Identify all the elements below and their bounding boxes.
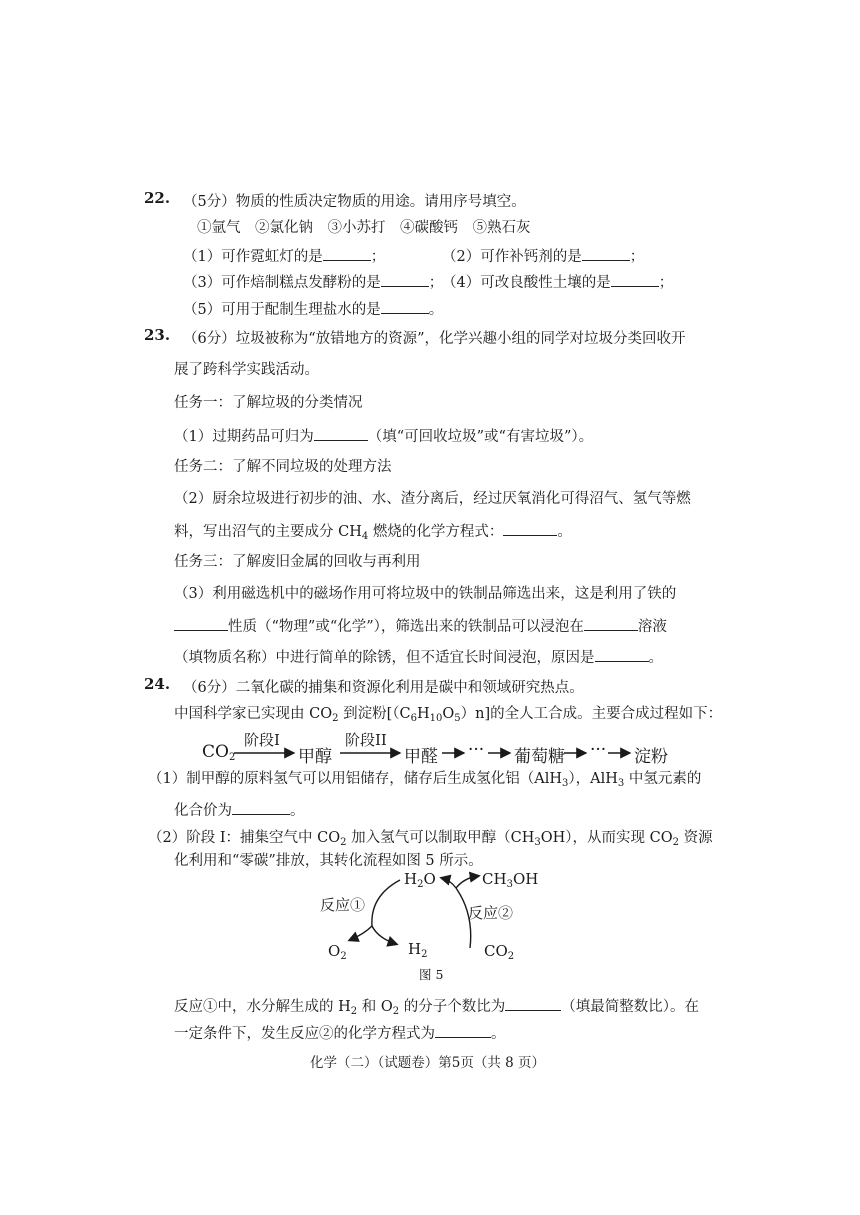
question-24-part-1-line-1: （1）制甲醇的原料氢气可以用铝储存，储存后生成氢化铝（AlH$_3$），AlH$_3$ 中氢元素的 xyxy=(148,771,702,789)
question-23-task-3: 任务三：了解废旧金属的回收与再利用 xyxy=(174,554,421,570)
question-24-part-3-line-1: 反应①中，水分解生成的 $H_2$ 和 $O_2$ 的分子个数比为 （填最简整数比）。在 xyxy=(174,996,699,1016)
diagram-co2: $CO_2$ xyxy=(484,942,515,962)
flow-starch: 淀粉 xyxy=(634,747,668,767)
answer-blank[interactable] xyxy=(611,272,659,287)
reaction-1-arc xyxy=(372,880,400,926)
answer-blank[interactable] xyxy=(435,1023,491,1038)
question-24-part-3-line-2: 一定条件下，发生反应②的化学方程式为 。 xyxy=(174,1023,506,1043)
diagram-reaction-2-label: 反应② xyxy=(468,904,514,922)
diagram-o2: $O_2$ xyxy=(328,942,347,962)
question-23-part-3-line-3: （填物质名称）中进行简单的除锈，但不适宜长时间浸泡，原因是 。 xyxy=(174,647,663,667)
question-23-part-3-line-1: （3）利用磁选机中的磁场作用可将垃圾中的铁制品筛选出来，这是利用了铁的 xyxy=(174,586,677,602)
flow-formaldehyde: 甲醛 xyxy=(404,747,438,767)
flow-glucose: 葡萄糖 xyxy=(514,747,565,767)
flow-methanol: 甲醇 xyxy=(298,747,332,767)
question-22-stem: （5分）物质的性质决定物质的用途。请用序号填空。 xyxy=(183,194,526,210)
diagram-ch3oh: $CH_3OH$ xyxy=(482,870,539,890)
reaction-1-h2-branch xyxy=(372,926,396,944)
question-22-part-4: （4）可改良酸性土壤的是 ； xyxy=(442,272,673,292)
answer-blank[interactable] xyxy=(232,800,290,815)
flow-dots-1: ··· xyxy=(468,740,485,760)
question-23-number: 23. xyxy=(144,326,171,344)
question-24-line-1: （6分）二氧化碳的捕集和资源化利用是碳中和领域研究热点。 xyxy=(183,680,584,696)
question-22-part-3: （3）可作焙制糕点发酵粉的是 ； xyxy=(183,272,443,292)
question-22-number: 22. xyxy=(144,189,171,207)
diagram-reaction-1-label: 反应① xyxy=(320,896,366,914)
question-22-part-2: （2）可作补钙剂的是 ； xyxy=(442,246,644,266)
answer-blank[interactable] xyxy=(381,299,429,314)
flow-stage-2: 阶段II xyxy=(345,731,387,749)
page-footer: 化学（二）（试题卷）第5页（共 8 页） xyxy=(310,1055,546,1071)
question-23-task-1: 任务一：了解垃圾的分类情况 xyxy=(174,395,363,411)
question-22-options: ①氩气 ②氯化钠 ③小苏打 ④碳酸钙 ⑤熟石灰 xyxy=(197,220,531,236)
question-23-part-2-line-2: 料，写出沼气的主要成分 $CH_4$ 燃烧的化学方程式： 。 xyxy=(174,521,572,541)
question-24-line-2: 中国科学家已实现由 $CO_2$ 到淀粉$[(C_6H_{10}O_5)n]$的全人工合成。主要合成过程如下： xyxy=(174,706,723,724)
answer-blank[interactable] xyxy=(174,616,228,631)
synthesis-flow xyxy=(202,726,682,767)
question-23-part-3-line-2: 性质（“物理”或“化学”），筛选出来的铁制品可以浸泡在 溶液 xyxy=(174,616,667,636)
reaction-1-o2-branch xyxy=(350,926,372,940)
question-24-part-2-line-2: 化利用和“零碳”排放，其转化流程如图 5 所示。 xyxy=(174,853,483,869)
question-22-part-1: （1）可作霓虹灯的是 ； xyxy=(183,246,385,266)
flow-co2: $CO_2$ xyxy=(202,742,236,763)
question-23-task-2: 任务二：了解不同垃圾的处理方法 xyxy=(174,459,392,475)
flow-stage-1: 阶段I xyxy=(244,731,280,749)
answer-blank[interactable] xyxy=(503,521,557,536)
answer-blank[interactable] xyxy=(323,246,371,261)
answer-blank[interactable] xyxy=(582,246,630,261)
answer-blank[interactable] xyxy=(595,647,649,662)
answer-blank[interactable] xyxy=(314,426,368,441)
question-23-part-1: （1）过期药品可归为 （填“可回收垃圾”或“有害垃圾”）。 xyxy=(174,426,593,446)
question-23-line-1: （6分）垃圾被称为“放错地方的资源”，化学兴趣小组的同学对垃圾分类回收开 xyxy=(183,331,686,347)
diagram-h2o: $H_2O$ xyxy=(404,870,436,890)
question-24-part-1-line-2: 化合价为 。 xyxy=(174,800,305,820)
question-23-part-2-line-1: （2）厨余垃圾进行初步的油、水、渣分离后，经过厌氧消化可得沼气、氢气等燃 xyxy=(174,491,691,507)
question-24-part-2-line-1: （2）阶段 I：捕集空气中 $CO_2$ 加入氢气可以制取甲醇$(CH_3OH)$，从而实现 $CO_2$ 资源 xyxy=(148,830,713,848)
figure-caption: 图 5 xyxy=(419,967,444,982)
question-23-line-2: 展了跨科学实践活动。 xyxy=(174,362,319,378)
flow-dots-2: ··· xyxy=(590,740,607,760)
diagram-h2: $H_2$ xyxy=(408,940,428,960)
reaction-2-h2o-branch xyxy=(442,878,456,888)
answer-blank[interactable] xyxy=(381,272,429,287)
answer-blank[interactable] xyxy=(584,616,638,631)
answer-blank[interactable] xyxy=(505,996,561,1011)
figure-5-diagram xyxy=(316,866,556,964)
question-24-number: 24. xyxy=(144,675,171,693)
reaction-2-ch3oh-branch xyxy=(456,876,478,888)
question-22-part-5: （5）可用于配制生理盐水的是 。 xyxy=(183,299,443,319)
